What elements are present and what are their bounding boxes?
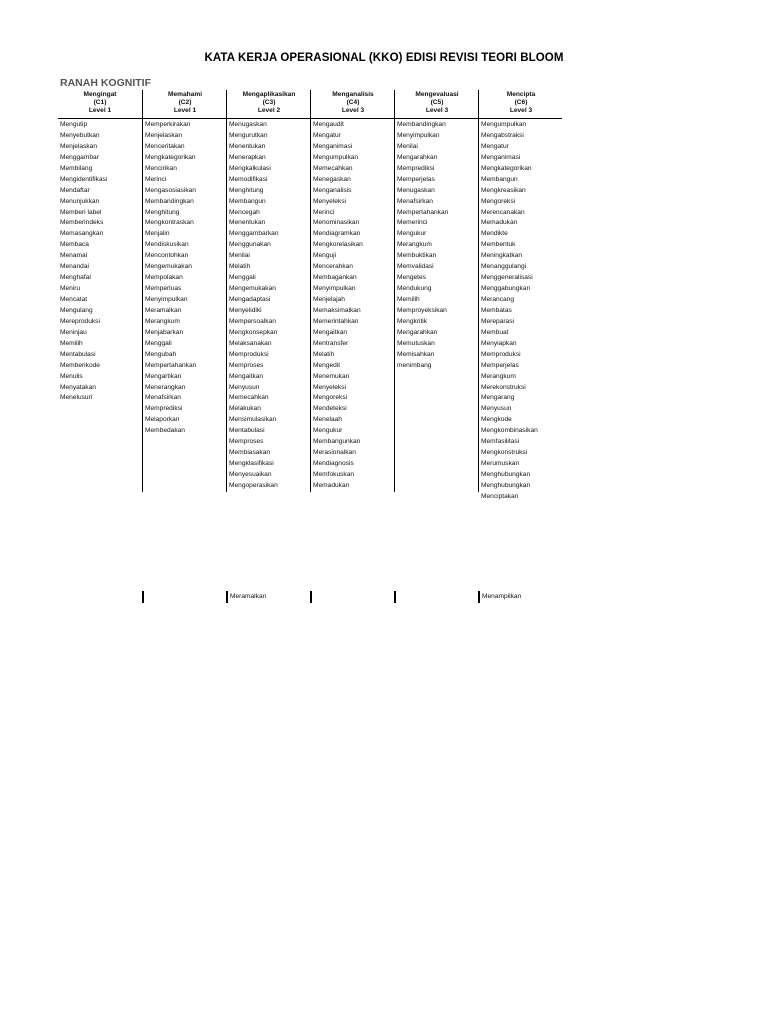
column-header [395,91,479,116]
verb-item: Membatas [481,306,512,314]
verb-item: Menggeneralisasi [481,274,533,282]
verb-item: Menghubungkan [481,471,531,478]
verb-item: Menilai [229,252,250,260]
verb-item: Menjalin [145,230,170,238]
verb-item: Mempertahankan [397,208,449,216]
column-c6 [478,90,563,500]
verb-item: menimbang [397,361,432,369]
verb-item: Menghitung [145,208,180,216]
verb-item: Mengoreksi [313,394,348,402]
verb-item: Membandingkan [145,197,194,205]
verb-item: Merencanakan [481,208,525,216]
verb-item: Merasionalkan [313,449,356,457]
verb-item: Memasangkan [60,230,104,238]
verb-item: Merumuskan [481,460,520,468]
verb-item: Merinci [145,175,167,183]
verb-item: Mereproduksi [60,317,100,325]
verb-item: Memerintahkan [313,317,359,325]
verb-item: Membuat [481,328,509,336]
verb-item: Menjelaskan [145,131,183,139]
verb-item: Memperluas [145,285,182,293]
verb-item: Menafsirkan [397,197,433,205]
verb-item: Menyimpulkan [397,131,440,139]
column-header-level: Level 3 [425,107,449,115]
verb-item: Mendaftar [60,186,90,194]
verb-item: Merangkum [397,241,432,249]
verb-item: Meramalkan [145,306,182,314]
verb-item: Memberindeks [60,219,104,227]
verb-item: Membaca [60,241,89,249]
column-header-code: (C2) [178,99,192,107]
verb-item: Membangunkan [313,438,361,446]
column-header-name: Menganalisis [332,91,374,98]
kko-table [58,90,562,500]
verb-item: Menyimpulkan [145,296,188,303]
verb-item: Mengkombinasikan [481,427,538,435]
verb-item: Mencirikan [145,164,177,172]
verb-item: Memilih [397,296,420,303]
column-c2 [142,90,227,492]
verb-item: Menggunakan [229,241,271,249]
verb-item: Menentukan [229,219,266,227]
verb-item: Mengubah [145,350,177,358]
verb-item: Menyatakan [60,383,96,391]
extra-cell-c2 [142,591,228,603]
verb-item: Memproduksi [481,350,521,358]
verb-item: Melakukan [229,405,261,413]
verb-item: Menganimasi [481,153,521,161]
verb-item: Memfokuskan [313,471,355,478]
verb-item: Memperjelas [481,361,519,369]
column-header-name: Memahami [167,91,203,98]
verb-item: Memproyeksikan [397,306,447,314]
verb-item: Membuktikan [397,252,437,260]
verb-item: Mengkonsepkan [229,328,278,336]
column-header-code: (C4) [346,99,360,107]
verb-item: Meniru [60,285,81,293]
verb-item: Mengatur [313,131,341,139]
extra-verb: Menampilkan [482,593,522,600]
verb-item: Membiasakan [229,449,271,457]
column-header-code: (C1) [93,99,107,107]
verb-item: Menemukan [313,372,350,380]
verb-item: Menyelidiki [229,306,262,314]
column-header-code: (C5) [430,99,444,107]
verb-item: Menilai [397,142,418,150]
verb-item: Menerapkan [229,153,266,161]
verb-item: Memprediksi [397,164,435,172]
verb-item: Menafsirkan [145,394,181,402]
verb-item: Menghitung [229,186,264,194]
verb-item: Melaksanakan [229,339,272,347]
verb-item: Menyusun [481,405,512,413]
verb-item: Melatih [313,350,335,358]
verb-item: Mempertahankan [145,361,197,369]
verb-item: Membangun [481,175,518,183]
column-header-name: Mengaplikasikan [242,91,296,98]
verb-item: Mengkategorikan [145,153,196,161]
verb-item: Mengaitkan [229,372,264,380]
verb-item: Mengoperasikan [229,481,278,489]
verb-item: Mengutip [60,121,88,128]
verb-item: Menjabarkan [145,328,184,336]
verb-item: Menyusun [229,383,260,391]
verb-item: Menerangkan [145,383,186,391]
verb-item: Mengkonstruksi [481,449,528,457]
verb-item: Mengarahkan [397,153,438,161]
column-header [479,91,563,116]
verb-item: Menelaah [313,416,342,424]
verb-item: Mengkorelasikan [313,241,363,249]
column-header-level: Level 1 [173,107,197,115]
verb-item: Mengkritik [397,317,428,325]
verb-item: Mengidentifikasi [60,175,108,183]
verb-item: Mengumpulkan [313,153,359,161]
verb-item: Mengartikan [145,372,182,380]
extra-verb: Meramalkan [230,593,267,600]
verb-item: Menggambarkan [229,230,279,238]
verb-item: Memodifikasi [229,175,268,183]
verb-item: Mengukur [397,230,427,238]
extra-cell-c4 [310,591,396,603]
verb-item: Membangun [229,197,266,205]
verb-item: Menyebutkan [60,131,100,139]
verb-item: Merangkum [481,372,516,380]
verb-item: Menjelajah [313,296,345,303]
verb-item: Menghafal [60,274,91,282]
verb-item: Membagankan [313,274,357,282]
verb-item: Menominasikan [313,219,360,227]
verb-item: Mengaudit [313,121,344,128]
verb-item: Menggali [229,274,256,282]
verb-item: Menjelaskan [60,142,98,150]
verb-item: Mengedit [313,361,341,369]
verb-item: Mempersoalkan [229,317,276,325]
verb-item: Menelusuri [60,394,93,402]
verb-item: Mengasosiasikan [145,186,196,194]
extra-row [58,591,562,603]
verb-item: Memisahkan [397,350,435,358]
verb-item: Merangkum [145,317,180,325]
verb-item: Mengukur [313,427,343,435]
extra-cell-c3 [226,591,312,603]
verb-item: Memberikode [60,361,100,369]
verb-item: Menyesuaikan [229,471,272,478]
verb-item: Memaksimalkan [313,306,361,314]
verb-item: Menggambar [60,153,99,161]
document-title: KATA KERJA OPERASIONAL (KKO) EDISI REVISI TEORI BLOOM [204,52,564,64]
verb-item: Mencegah [229,208,260,216]
column-header-code: (C6) [514,99,528,107]
verb-item: Memutuskan [397,339,435,347]
verb-item: Menguji [313,252,337,260]
verb-item: Memfasilitasi [481,438,520,446]
column-header [227,91,311,116]
verb-item: Memvalidasi [397,263,434,271]
verb-item: Menyeleksi [313,383,346,391]
verb-item: Mendiagramkan [313,230,361,238]
column-header-name: Mengingat [83,91,117,98]
verb-item: Menghubungkan [481,481,531,489]
verb-item: Menyiapkan [481,339,517,347]
verb-item: Memprediksi [145,405,183,413]
column-header [311,91,395,116]
verb-item: Mengabstraksi [481,131,524,139]
verb-item: Mengarahkan [397,328,438,336]
verb-item: Menandai [60,263,89,271]
verb-item: Mengetes [397,274,426,282]
verb-item: Merekonstruksi [481,383,526,391]
verb-item: Mencerahkan [313,263,353,271]
verb-list [229,120,311,492]
verb-item: Menggabungkan [481,285,531,293]
verb-item: Mentabulasi [60,350,96,358]
verb-item: Mengkategorikan [481,164,532,172]
column-header-code: (C3) [262,99,276,107]
verb-item: Merancang [481,296,514,303]
column-c1 [58,90,142,492]
verb-item: Mengkode [481,416,512,424]
verb-item: Membentuk [481,241,516,249]
verb-item: Menganalisis [313,186,352,194]
verb-item: Merinci [313,208,335,216]
verb-item: Mencontohkan [145,252,189,260]
verb-item: Mengemukakan [229,285,276,293]
verb-item: Menamai [60,252,88,260]
verb-item: Mendukung [397,285,432,293]
verb-item: Mengoreksi [481,197,516,205]
extra-cell-c1 [58,591,142,603]
verb-item: Memecahkan [313,164,353,172]
column-header [58,91,142,116]
verb-item: Memerinci [397,219,428,227]
verb-item: Mengatur [481,142,509,150]
verb-item: Mengemukakan [145,263,192,271]
verb-item: Mengarang [481,394,515,402]
verb-item: Menunjukkan [60,197,100,205]
verb-item: Menugaskan [229,121,267,128]
verb-list [397,120,479,372]
verb-item: Menegaskan [313,175,351,183]
verb-item: Memperkirakan [145,121,191,128]
verb-item: Memadukan [313,481,350,489]
column-header-name: Mengevaluasi [415,91,459,98]
verb-item: Melatih [229,263,251,271]
verb-item: Membilang [60,164,93,172]
column-c5 [394,90,479,492]
verb-item: Mengkalkulasi [229,164,271,172]
verb-list [481,120,563,503]
verb-item: Mendeteksi [313,405,347,413]
verb-item: Menyimpulkan [313,285,356,293]
verb-item: Memecahkan [229,394,269,402]
verb-item: Mengkontraskan [145,219,194,227]
verb-item: Memproses [229,438,264,446]
column-header [143,91,227,116]
verb-item: Mempolakan [145,274,183,282]
verb-item: Mereparasi [481,317,514,325]
verb-item: Membedakan [145,427,185,435]
verb-item: Membandingkan [397,121,446,128]
verb-item: Mensimulasikan [229,416,277,424]
verb-item: Mendiagnosis [313,460,354,468]
verb-item: Mendikte [481,230,508,238]
verb-item: Mengklasifikasi [229,460,274,468]
column-c4 [310,90,395,492]
verb-item: Mendiskusikan [145,241,189,249]
verb-item: Memproses [229,361,264,369]
header-rule [58,118,562,119]
verb-item: Mentransfer [313,339,349,347]
section-heading: RANAH KOGNITIF [60,77,151,89]
verb-item: Menggali [145,339,172,347]
verb-item: Menanggulangi [481,263,527,271]
column-header-level: Level 2 [257,107,281,115]
verb-item: Memilih [60,339,83,347]
verb-item: Mengumpulkan [481,121,527,128]
verb-item: Memberi label [60,208,102,216]
column-header-level: Level 3 [509,107,533,115]
column-c3 [226,90,311,492]
verb-item: Menciptakan [481,492,519,500]
verb-item: Melaporkan [145,416,180,424]
verb-item: Mengaitkan [313,328,348,336]
verb-item: Mengkreasikan [481,186,526,194]
verb-item: Menyeleksi [313,197,346,205]
verb-item: Meninjau [60,328,87,336]
extra-cell-c6 [478,591,564,603]
verb-item: Menulis [60,372,83,380]
verb-item: Menugaskan [397,186,435,194]
verb-item: Menganimasi [313,142,353,150]
verb-list [60,120,142,404]
verb-item: Menceritakan [145,142,185,150]
verb-list [145,120,227,437]
verb-item: Menentukan [229,142,266,150]
verb-item: Memperjelas [397,175,435,183]
verb-list [313,120,395,492]
column-header-level: Level 3 [341,107,365,115]
verb-item: Mengulang [60,306,93,314]
column-header-level: Level 1 [88,107,112,115]
verb-item: Mengurutkan [229,131,268,139]
verb-item: Memproduksi [229,350,269,358]
extra-cell-c5 [394,591,480,603]
verb-item: Meningkatkan [481,252,523,260]
column-header-name: Mencipta [506,91,536,98]
verb-item: Mentabulasi [229,427,265,435]
verb-item: Memadukan [481,219,518,227]
verb-item: Mencatat [60,296,88,303]
verb-item: Mengadaptasi [229,296,271,303]
